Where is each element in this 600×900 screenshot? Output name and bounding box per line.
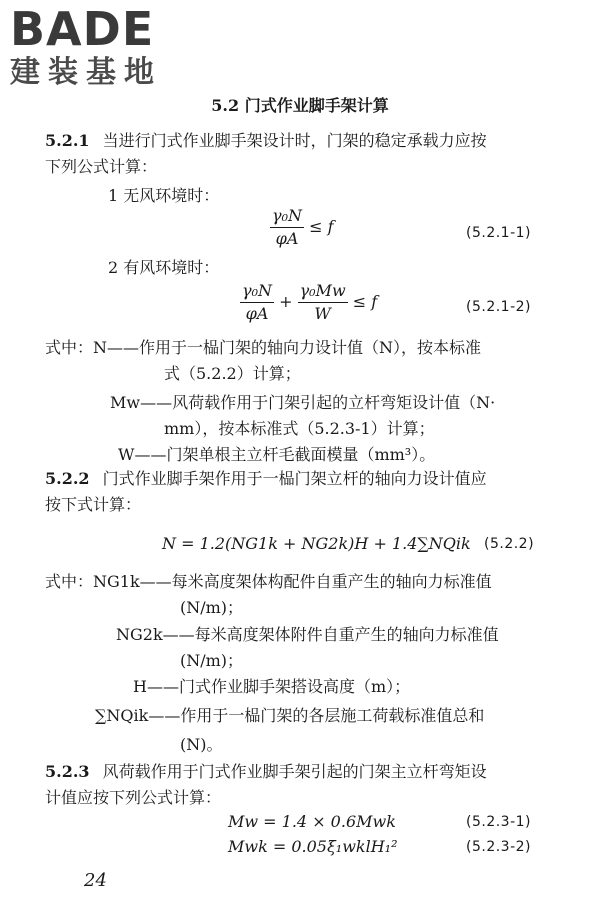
clause-text: 门式作业脚手架作用于一榀门架立杆的轴向力设计值应	[102, 469, 487, 488]
rhs: ≤ f	[309, 217, 334, 236]
formula-5-2-1-2	[240, 281, 377, 324]
definition-ng1k-cont: (N/m)；	[180, 598, 244, 617]
plus-sign: +	[279, 292, 293, 311]
fraction	[240, 281, 274, 324]
page-number: 24	[84, 870, 107, 891]
definition-ng2k: NG2k——每米高度架体附件自重产生的轴向力标准值	[116, 625, 499, 644]
definition-sum-nqik-cont: (N)。	[180, 735, 223, 754]
equation-number: (5.2.1-1)	[466, 225, 532, 241]
formula-5-2-3-2: Mwk = 0.05ξ₁wklH₁²	[228, 837, 398, 856]
clause-number: 5.2.3	[45, 762, 90, 781]
definition-w: W——门架单根主立杆毛截面模量（mm³）。	[118, 445, 436, 464]
formula-5-2-2: N = 1.2(NG1k + NG2k)H + 1.4∑NQik	[162, 534, 471, 553]
numerator: γ₀N	[270, 206, 304, 228]
definition-mw-cont: mm），按本标准式（5.2.3-1）计算；	[164, 419, 435, 438]
formula-5-2-3-1: Mw = 1.4 × 0.6Mwk	[228, 812, 396, 831]
definition-sum-nqik: ∑NQik——作用于一榀门架的各层施工荷载标准值总和	[95, 706, 485, 725]
denominator: W	[314, 304, 331, 323]
brand-logo	[6, 4, 176, 92]
clause-text: 风荷载作用于门式作业脚手架引起的门架主立杆弯矩设	[102, 762, 487, 781]
definition-h: H——门式作业脚手架搭设高度（m）；	[133, 677, 411, 696]
clause-5-2-2-line1	[45, 469, 487, 489]
clause-text: 当进行门式作业脚手架设计时，门架的稳定承载力应按	[102, 131, 487, 150]
equation-number: (5.2.3-1)	[466, 814, 532, 830]
section-title: 5.2 门式作业脚手架计算	[211, 96, 389, 115]
fraction	[270, 206, 304, 249]
clause-5-2-2-line2: 按下式计算：	[45, 495, 142, 514]
denominator: φA	[245, 304, 269, 323]
logo-subtitle: 建装基地	[10, 55, 162, 90]
clause-number: 5.2.1	[45, 131, 90, 150]
clause-5-2-3-line1	[45, 762, 487, 782]
definition-ng2k-cont: (N/m)；	[180, 651, 244, 670]
definition-mw: Mw——风荷载作用于门架引起的立杆弯矩设计值（N·	[110, 393, 496, 412]
item-1: 1 无风环境时：	[108, 186, 220, 205]
fraction	[298, 281, 348, 324]
numerator: γ₀Mw	[298, 281, 348, 303]
numerator: γ₀N	[240, 281, 274, 303]
denominator: φA	[275, 229, 299, 248]
definition-ng1k: 式中：NG1k——每米高度架体构配件自重产生的轴向力标准值	[45, 572, 492, 591]
clause-5-2-3-line2: 计值应按下列公式计算：	[45, 788, 222, 807]
definition-n: 式中：N——作用于一榀门架的轴向力设计值（N），按本标准	[45, 338, 482, 357]
clause-5-2-1-line2: 下列公式计算：	[45, 157, 158, 176]
clause-number: 5.2.2	[45, 469, 90, 488]
equation-number: (5.2.1-2)	[466, 299, 532, 315]
equation-number: (5.2.3-2)	[466, 839, 532, 855]
formula-5-2-1-1	[270, 206, 334, 249]
rhs: ≤ f	[352, 292, 378, 311]
clause-5-2-1-line1	[45, 131, 487, 151]
item-2: 2 有风环境时：	[108, 258, 220, 277]
logo-brand: BADE	[10, 2, 155, 56]
definition-n-cont: 式（5.2.2）计算；	[164, 364, 301, 383]
equation-number: (5.2.2)	[484, 536, 535, 552]
